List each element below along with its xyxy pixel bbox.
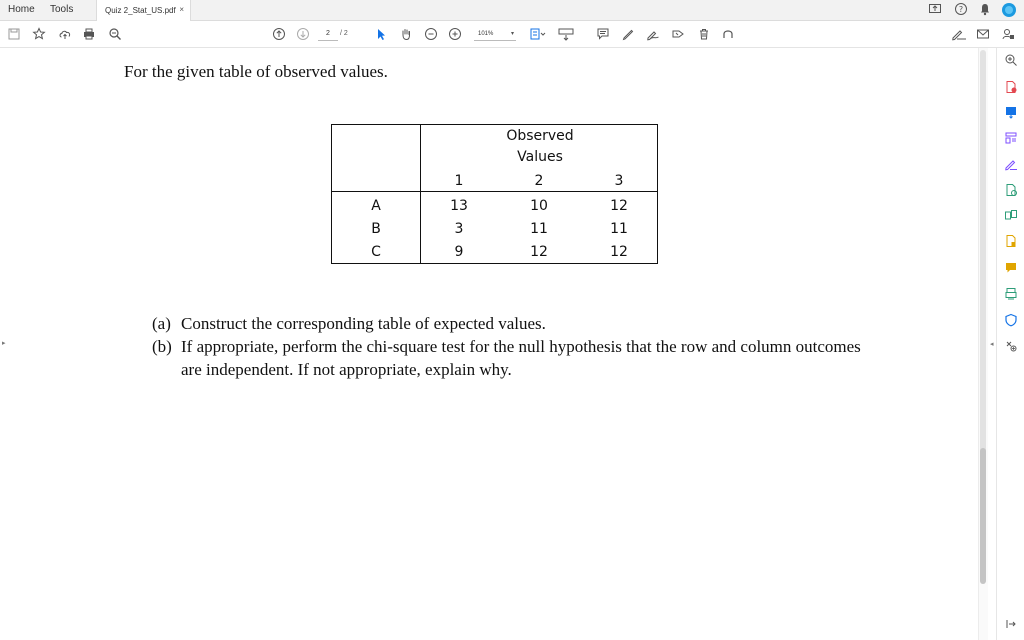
edit-pdf-icon[interactable] — [1003, 182, 1019, 198]
zoom-level-select[interactable] — [474, 27, 516, 41]
column-header: 1 — [454, 173, 464, 189]
select-cursor-icon[interactable] — [373, 26, 389, 42]
table-cell: 9 — [454, 244, 464, 260]
table-cell: 11 — [530, 221, 548, 237]
help-icon[interactable] — [954, 2, 968, 18]
fill-sign-tool-icon[interactable] — [1003, 156, 1019, 172]
zoom-level-value: 101% — [478, 31, 494, 37]
right-pane-toggle-icon[interactable]: ◂ — [990, 341, 994, 348]
tab-close-icon[interactable]: × — [179, 5, 184, 14]
problem-heading: For the given table of observed values. — [124, 62, 388, 81]
account-lock-icon[interactable] — [1000, 26, 1016, 42]
menu-home[interactable]: Home — [8, 4, 35, 15]
table-title-line-2: Values — [517, 149, 563, 165]
previous-page-icon[interactable] — [271, 26, 287, 42]
rich-media-icon[interactable] — [1003, 233, 1019, 249]
print-icon[interactable] — [81, 26, 97, 42]
question-text: If appropriate, perform the chi-square test for the null hypothesis that the row and column outcomes are independent. If not appropriate, explain why. — [181, 337, 861, 379]
table-cell: 13 — [450, 198, 468, 214]
document-tab[interactable] — [96, 0, 191, 21]
row-label: B — [371, 221, 381, 237]
save-icon[interactable] — [6, 26, 22, 42]
next-page-icon[interactable] — [295, 26, 311, 42]
menu-bar — [0, 0, 1024, 21]
comment-icon[interactable] — [595, 26, 611, 42]
question-list — [152, 312, 872, 381]
zoom-search-icon[interactable] — [1003, 52, 1019, 68]
column-header: 3 — [614, 173, 624, 189]
table-cell: 10 — [530, 198, 548, 214]
zoom-out-icon[interactable] — [423, 26, 439, 42]
hand-tool-icon[interactable] — [398, 26, 414, 42]
table-cell: 12 — [610, 198, 628, 214]
share-screen-icon[interactable] — [928, 2, 942, 18]
email-icon[interactable] — [975, 26, 991, 42]
table-cell: 12 — [530, 244, 548, 260]
page-total: / 2 — [340, 30, 348, 37]
question-label: (a) — [152, 314, 171, 333]
page-display-icon[interactable] — [528, 26, 548, 42]
user-avatar-icon[interactable] — [1001, 2, 1017, 18]
expand-pane-icon[interactable] — [1003, 616, 1019, 632]
zoom-in-icon[interactable] — [447, 26, 463, 42]
export-pdf-icon[interactable] — [1003, 104, 1019, 120]
scroll-mode-icon[interactable] — [557, 26, 575, 42]
observed-values-table — [331, 124, 658, 264]
column-header: 2 — [534, 173, 544, 189]
tab-title: Quiz 2_Stat_US.pdf — [105, 6, 176, 15]
row-label: A — [371, 198, 381, 214]
draw-freehand-icon[interactable] — [645, 26, 661, 42]
notification-bell-icon[interactable] — [978, 2, 992, 18]
comment-tool-icon[interactable] — [1003, 260, 1019, 276]
table-column-divider — [420, 125, 421, 263]
left-pane-toggle-icon[interactable]: ▸ — [2, 340, 6, 347]
fill-sign-icon[interactable] — [950, 26, 968, 42]
table-cell: 11 — [610, 221, 628, 237]
question-text: Construct the corresponding table of expected values. — [181, 314, 546, 333]
svg-text:?: ? — [958, 5, 964, 14]
table-cell: 3 — [454, 221, 464, 237]
highlight-pen-icon[interactable] — [620, 26, 636, 42]
protect-shield-icon[interactable] — [1003, 312, 1019, 328]
create-pdf-icon[interactable] — [1003, 79, 1019, 95]
undo-arc-icon[interactable] — [720, 26, 736, 42]
upload-cloud-icon[interactable] — [57, 26, 73, 42]
table-title-line-1: Observed — [506, 128, 574, 144]
stamp-icon[interactable] — [670, 26, 686, 42]
table-title — [478, 126, 602, 168]
page-number-input[interactable]: 2 — [318, 27, 338, 41]
scan-ocr-icon[interactable] — [1003, 286, 1019, 302]
tools-pane — [996, 48, 1024, 640]
search-zoom-icon[interactable] — [107, 26, 123, 42]
delete-trash-icon[interactable] — [696, 26, 712, 42]
row-label: C — [371, 244, 381, 260]
bookmark-star-icon[interactable] — [31, 26, 47, 42]
combine-files-icon[interactable] — [1003, 207, 1019, 223]
question-a — [152, 312, 872, 335]
main-toolbar — [0, 21, 1024, 48]
menu-tools[interactable]: Tools — [50, 4, 74, 15]
question-label: (b) — [152, 337, 172, 356]
table-header-divider — [332, 191, 657, 192]
organize-pages-icon[interactable] — [1003, 130, 1019, 146]
scrollbar-thumb[interactable] — [980, 448, 986, 584]
more-tools-icon[interactable] — [1003, 338, 1019, 354]
chevron-down-icon: ▾ — [510, 31, 514, 37]
question-b — [152, 335, 872, 381]
table-cell: 12 — [610, 244, 628, 260]
